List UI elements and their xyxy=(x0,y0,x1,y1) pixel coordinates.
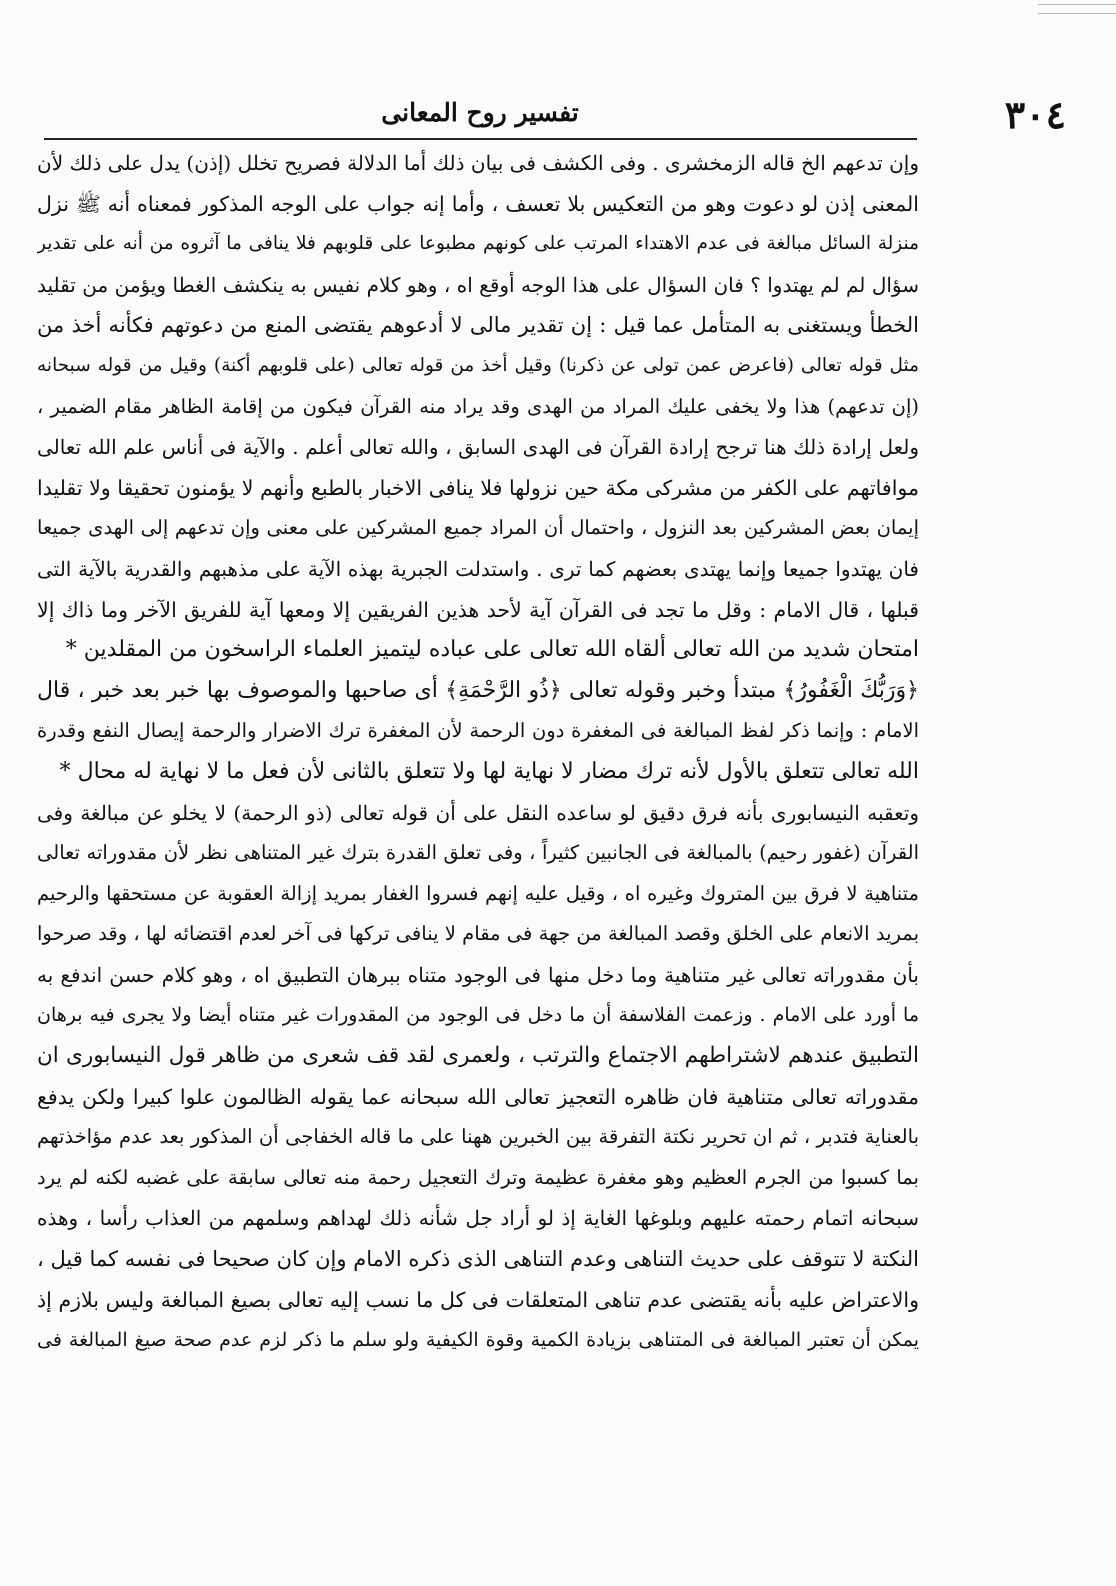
text-line: النكتة لا تتوقف على حديث التناهى وعدم التناهى الذى ذكره الامام وإن كان صحيحا فى نفسه كما قيل ، xyxy=(37,1247,919,1272)
text-line: قبلها ، قال الامام : وقل ما تجد فى القرآن آية لأحد هذين الفريقين إلا ومعها آية للفريق الآخر وما ذاك إلا xyxy=(37,597,919,622)
text-line: منزلة السائل مبالغة فى عدم الاهتداء المرتب على كونهم مطبوعا على قلوبهم فلا ينافى ما آثروه من أنه على تقدير xyxy=(37,233,919,255)
text-line: فان يهتدوا جميعا وإنما يهتدى بعضهم كما ترى . واستدلت الجبرية بهذه الآية على مذهبهم والقدرية بالآية التى xyxy=(37,556,919,581)
page-header xyxy=(44,92,1066,137)
text-line: وتعقبه النيسابورى بأنه فرق دقيق لو ساعده النقل على أن قوله تعالى (ذو الرحمة) لا يخلو عن مبالغة وفى xyxy=(37,800,919,825)
text-line: موافاتهم على الكفر من مشركى مكة حين نزولها فلا ينافى الاخبار بالطبع وأنهم لا يؤمنون تحقيقا ولا تقليدا xyxy=(37,475,919,500)
text-line: الخطأ ويستغنى به المتأمل عما قيل : إن تقدير مالى لا أدعوهم يقتضى المنع من دعوتهم فكأنه أخذ من xyxy=(37,313,919,338)
header-rule xyxy=(44,138,917,140)
text-line: مثل قوله تعالى (فاعرض عمن تولى عن ذكرنا) وقيل أخذ من قوله تعالى (على قلوبهم أكنة) وقيل من قوله سبحانه xyxy=(37,354,919,376)
text-line: الله تعالى تتعلق بالأول لأنه ترك مضار لا نهاية لها ولا تتعلق بالثانى لأن فعل ما لا نهاية له محال * xyxy=(59,758,919,784)
text-line: امتحان شديد من الله تعالى ألقاه الله تعالى على عباده ليتميز العلماء الراسخون من المقلدين * xyxy=(65,637,919,663)
text-line: وإن تدعهم الخ قاله الزمخشرى . وفى الكشف فى بيان ذلك أما الدلالة فصريح تخلل (إذن) يدل على ذلك لأن xyxy=(37,151,919,175)
text-line: الامام : وإنما ذكر لفظ المبالغة فى المغفرة دون الرحمة لأن المغفرة ترك الاضرار والرحمة إيصال النفع وقدرة xyxy=(37,719,919,743)
page-number: ٣٠٤ xyxy=(1004,92,1066,137)
body-text xyxy=(37,143,919,1361)
text-line: سبحانه اتمام رحمته عليهم وبلوغها الغاية إذ لو أراد جل شأنه ذلك لهداهم وسلمهم من العذاب رأسا ، وهذه xyxy=(37,1206,919,1231)
text-line: ولعل إرادة ذلك هنا ترجح إرادة القرآن فى الهدى السابق ، والله تعالى أعلم . والآية فى أناس علم الله تعالى xyxy=(37,435,919,460)
text-line: القرآن (غفور رحيم) بالمبالغة فى الجانبين كثيراً ، وفى تعلق القدرة بترك غير المتناهى نظر لأن مقدوراته تعالى xyxy=(37,841,919,865)
text-line: مقدوراته تعالى متناهية فان ظاهره التعجيز تعالى الله سبحانه عما يقوله الظالمون علوا كبيرا ولكن يدفع xyxy=(37,1084,919,1109)
text-line: والاعتراض عليه بأنه يقتضى عدم تناهى المتعلقات فى كل ما نسب إليه تعالى بصيغ المبالغة وليس بلازم إذ xyxy=(37,1287,919,1312)
text-line: سؤال لم لم يهتدوا ؟ فان السؤال على هذا الوجه أوقع اه ، وهو كلام نفيس به ينكشف الغطا ويؤمن من تقليد xyxy=(37,272,919,297)
page-title: تفسير روح المعانى xyxy=(381,98,579,127)
text-line: بمريد الانعام على الخلق وقصد المبالغة من جهة فى مقام لا ينافى تركها فى آخر لعدم اقتضائه لها ، وقد صرحوا xyxy=(37,922,919,946)
text-line: يمكن أن تعتبر المبالغة فى المتناهى بزيادة الكمية وقوة الكيفية ولو سلم ما ذكر لزم عدم صحة صيغ المبالغة فى xyxy=(37,1329,919,1352)
text-line: إيمان بعض المشركين بعد النزول ، واحتمال أن المراد جميع المشركين على معنى وإن تدعهم إلى الهدى جميعا xyxy=(37,516,919,540)
text-line: متناهية لا فرق بين المتروك وغيره اه ، وقيل عليه إنهم فسروا الغفار بمريد إزالة العقوبة عن مستحقها والرحيم xyxy=(37,881,919,905)
text-line: (إن تدعهم) هذا ولا يخفى عليك المراد من الهدى وقد يراد منه القرآن فيكون من إقامة الظاهر مقام الضمير ، xyxy=(37,394,919,418)
text-line: بأن مقدوراته تعالى غير متناهية وما دخل منها فى الوجود متناه ببرهان التطبيق اه ، وهو كلام حسن اندفع به xyxy=(37,962,919,987)
text-line: بما كسبوا من الجرم العظيم وهو مغفرة عظيمة وترك التعجيل رحمة منه تعالى سابقة على غضبه لكنه لم يرد xyxy=(37,1165,919,1189)
text-line: ما أورد على الامام . وزعمت الفلاسفة أن ما دخل فى الوجود من المقدورات غير متناه أيضا ولا يجرى فيه برهان xyxy=(37,1004,919,1027)
text-line: التطبيق عندهم لاشتراطهم الاجتماع والترتب ، ولعمرى لقد قف شعرى من ظاهر قول النيسابورى ان xyxy=(37,1043,919,1069)
text-line: المعنى إذن لو دعوت وهو من التعكيس بلا تعسف ، وأما إنه جواب على الوجه المذكور فمعناه أنه ﷺ نزل xyxy=(37,191,919,216)
text-line: ﴿وَرَبُّكَ الْغَفُورُ﴾ مبتدأ وخبر وقوله تعالى ﴿ذُو الرَّحْمَةِ﴾ أى صاحبها والموصوف بها خبر بعد خبر ، قال xyxy=(37,677,919,703)
text-line: بالعناية فتدبر ، ثم ان تحرير نكتة التفرقة بين الخبرين ههنا على ما قاله الخفاجى أن المذكور بعد عدم مؤاخذتهم xyxy=(37,1125,919,1149)
scan-corner-mark xyxy=(1038,4,1116,14)
